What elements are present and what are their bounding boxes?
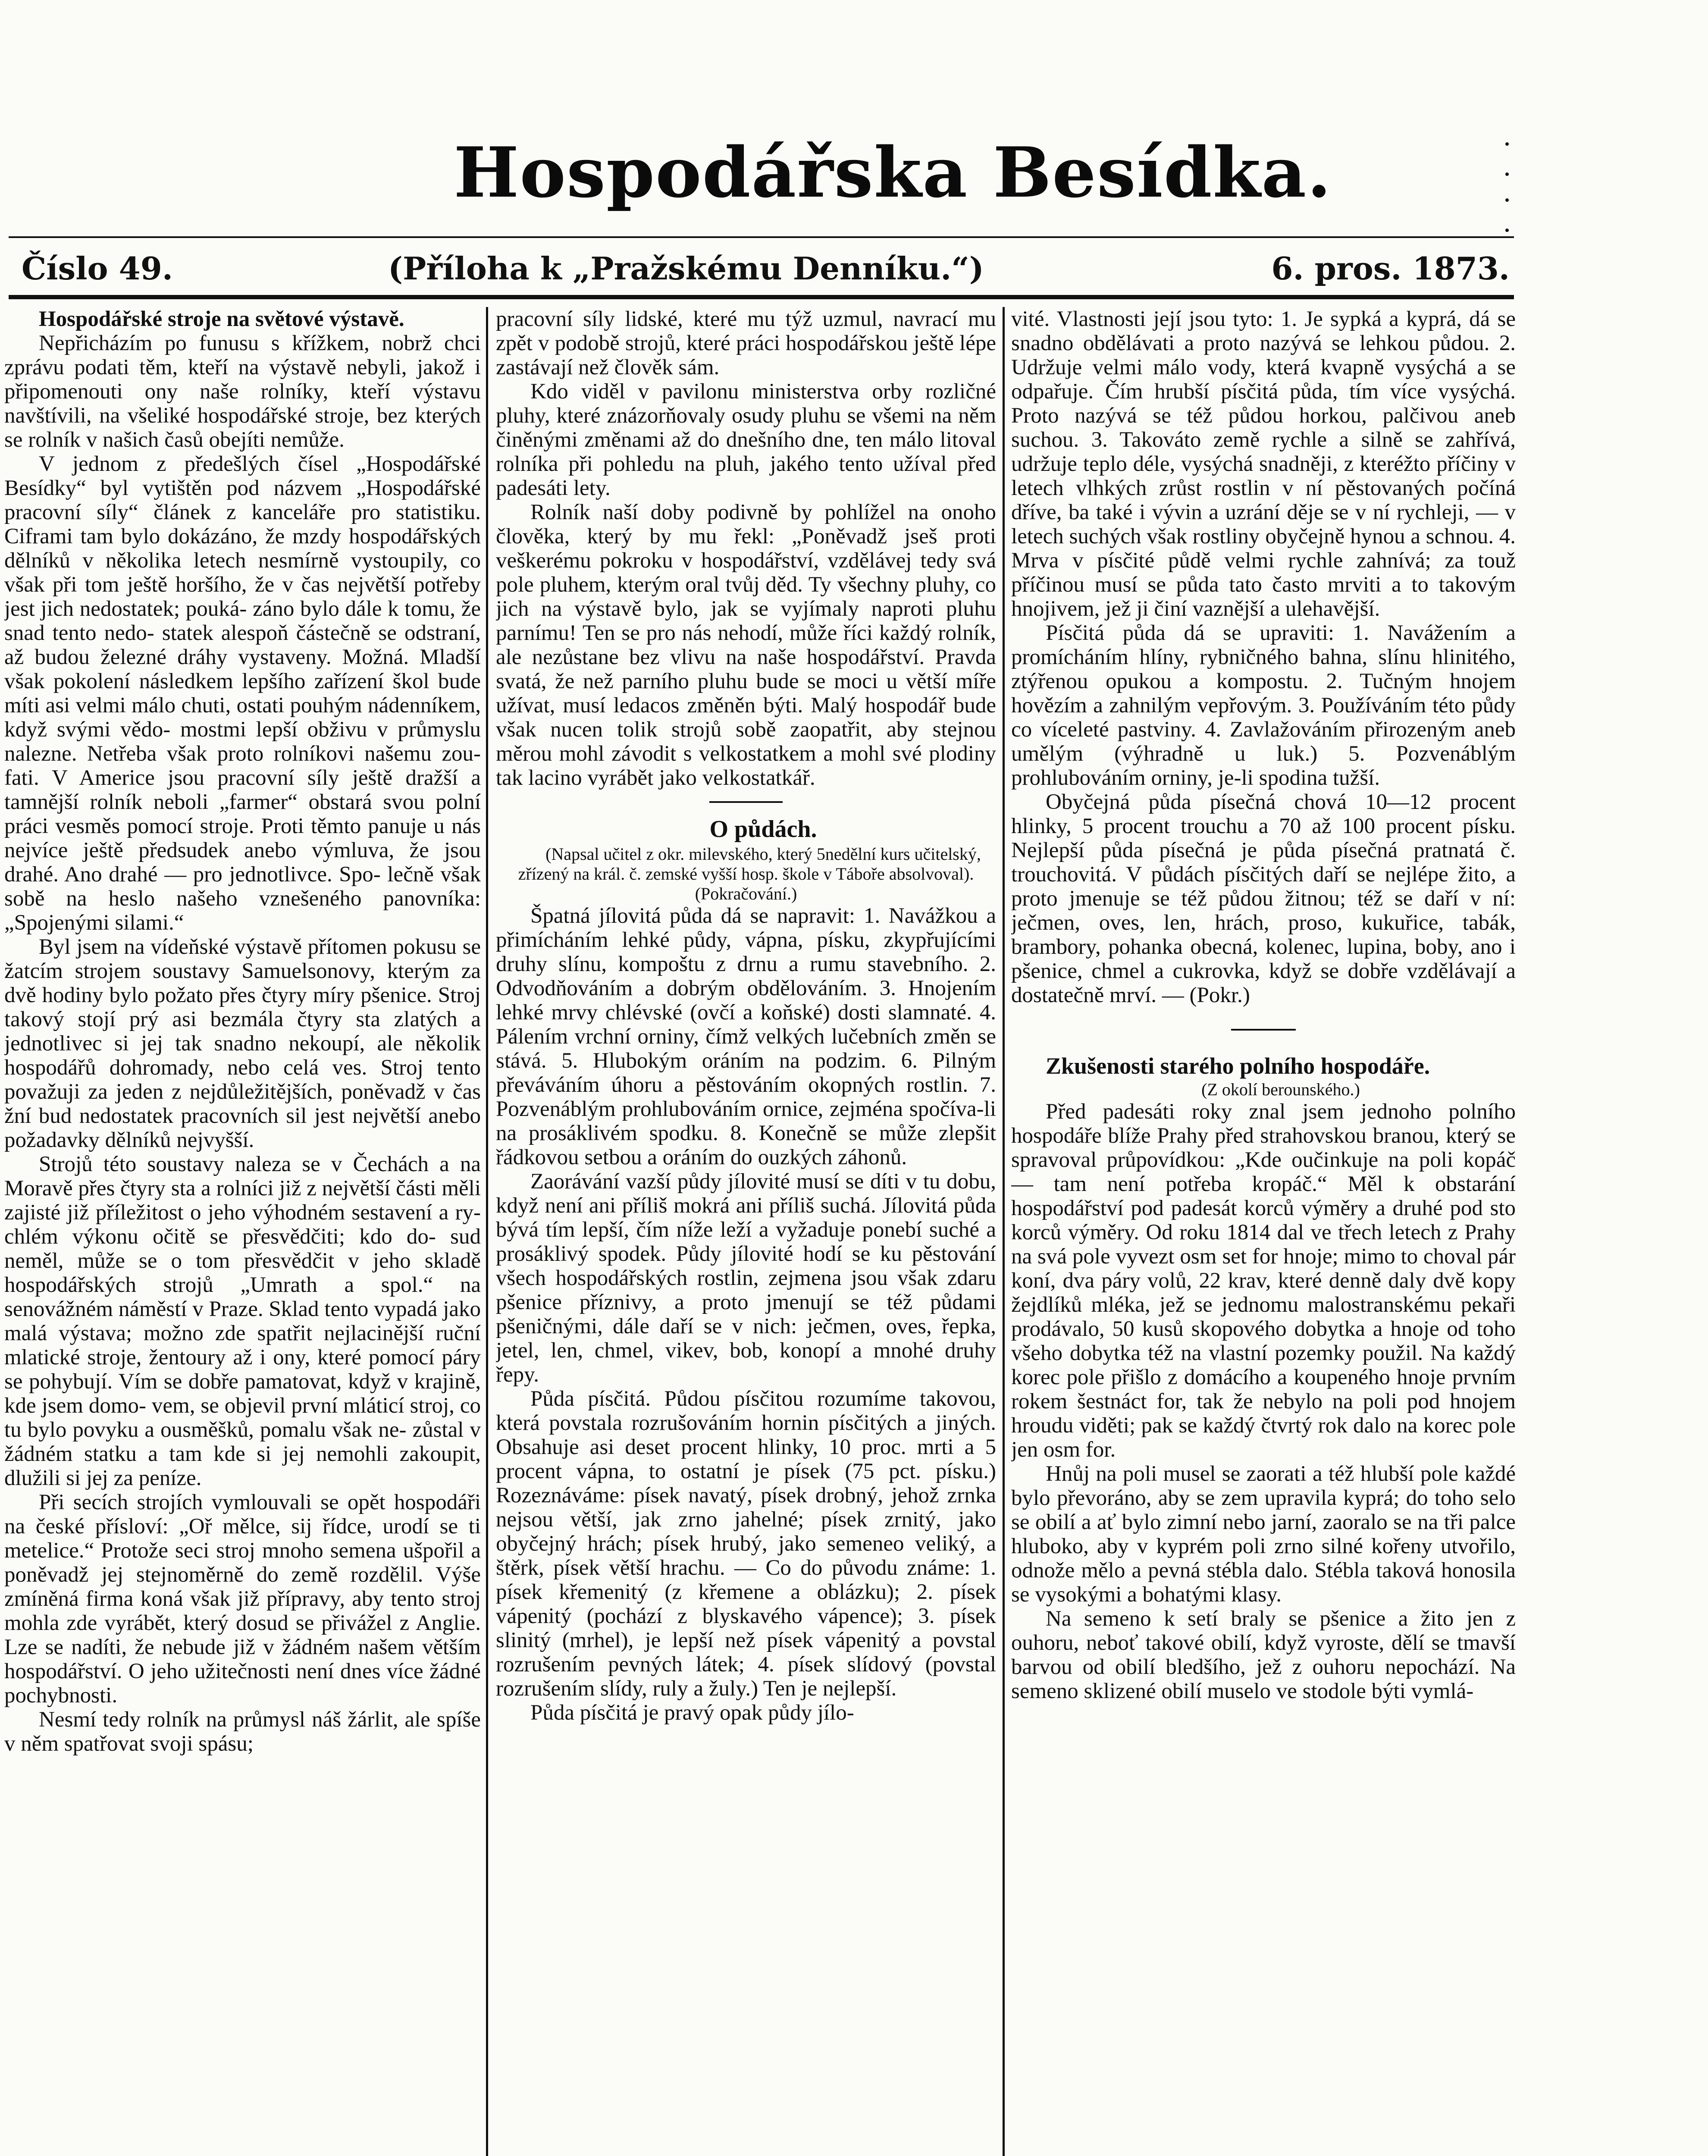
section-divider [1231, 1029, 1296, 1031]
dateline [9, 245, 1514, 292]
section-note: (Napsal učitel z okr. milevského, který 5nedělní kurs učitelský, zřízený na král. č. zemské vyšší hosp. škole v Táboře absolvoval). (Pokračování.) [518, 844, 981, 903]
paragraph: Kdo viděl v pavilonu ministerstva orby rozličné pluhy, které znázorňovaly osudy pluhu se všemi na něm činěnými změnami až do dnešního dne, ten málo litoval rolníka při pohledu na pluh, jakého tento užíval před padesáti lety. [496, 379, 996, 500]
paragraph: Zaorávání vazší půdy jílovité musí se díti v tu dobu, když není ani příliš mokrá ani příliš suchá. Jílovitá půda bývá tím lepší, čím níže leží a vyžaduje ponebí suché a prosáklivý spodek. Půdy jílovité hodí se ku pěstování všech hospodářských rostlin, zejmena jsou však zdaru pšenice příznivy, a proto jmenují se též půdami pšeničnými, dále daří se v nich: ječmen, oves, řepka, jetel, len, chmel, vikev, bob, konopí a mnohé druhy řepy. [496, 1169, 996, 1387]
supplement-note: (Příloha k „Pražskému Denníku.“) [388, 250, 984, 287]
masthead-title: Hospodářska Besídka. [454, 132, 1332, 213]
paragraph: Půda písčitá je pravý opak půdy jílo- [530, 1701, 854, 1725]
section-note: (Z okolí berounského.) [1201, 1080, 1360, 1099]
column-2 [496, 307, 996, 2156]
article-headline: Zkušenosti starého polního hospodáře. [1046, 1053, 1430, 1079]
column-divider [1003, 307, 1005, 2156]
paragraph: Nepřicházím po funusu s křížkem, nobrž chci zprávu podati těm, kteří na výstavě nebyli, jakož i připomenouti ony naše rolníky, kteří výstavu navštívili, na všeliké hospodářské stroje, bez kterých se rolník v našich časů obejíti nemůže. [4, 331, 481, 452]
paragraph: Před padesáti roky znal jsem jednoho polního hospodáře blíže Prahy před strahovskou branou, který se spravoval průpovídkou: „Kde oučinkuje na poli kopáč — tam není potřeba kropáč.“ Měl k obstarání hospodářství pod padesát korců výměry a druhé pod sto korců výměry. Od roku 1814 dal ve třech letech z Prahy na svá pole vyvezt osm set for hnoje; mimo to choval pár koní, dva páry volů, 22 krav, které denně daly dvě kopy žejdlíků mléka, jež se jednomu malostranskému pekaři prodávalo, 50 kusů skopového dobytka a hnoje od toho všeho dobytka též na vlastní pozemky použil. Na každý korec pole přišlo z domácího a koupeného hnoje prvním rokem šestnáct for, tak že nebylo na poli pod hnojem hroudu viděti; pak se každý čtvrtý rok dalo na korec pole jen osm for. [1011, 1100, 1516, 1462]
column-1 [4, 307, 481, 2156]
article-headline: Hospodářské stroje na světové výstavě. [39, 307, 404, 331]
paragraph: Na semeno k setí braly se pšenice a žito jen z ouhoru, neboť takové obilí, když vyroste, dělí se tmavší barvou od obilí bledšího, jež z ouhoru nepochází. Na semeno sklizené obilí muselo ve stodole býti vymlá- [1011, 1607, 1516, 1703]
issue-date: 6. pros. 1873. [1271, 250, 1510, 287]
column-divider [486, 307, 488, 2156]
header-rule-top [9, 236, 1514, 238]
paragraph: pracovní síly lidské, které mu týž uzmul, navrací mu zpět v podobě strojů, které práci hospodářskou ještě lépe zastávají než člověk sám. [496, 307, 996, 379]
header-rule-bottom [9, 295, 1514, 299]
masthead [0, 129, 1708, 229]
paragraph: Špatná jílovitá půda dá se napravit: 1. Navážkou a přimícháním lehké půdy, vápna, písku, zkypřujícími druhy slínu, kompoštu z drnu a rumu stavebního. 2. Odvodňováním a dobrým obdělováním. 3. Hnojením lehké mrvy chlévské (ovčí a koňské) dosti slamnaté. 4. Pálením vrchní orniny, čímž velkých lučebních změn se stává. 5. Hlubokým oráním na podzim. 6. Pilným převáváním úhoru a pěstováním okopných rostlin. 7. Pozvenáblým prohlubováním ornice, zejména spočíva-li na prosáklivém spodku. 8. Konečně se může zlepšit řádkovou setbou a oráním do ouzkých záhonů. [496, 904, 996, 1169]
paragraph: Rolník naší doby podivně by pohlížel na onoho člověka, který by mu řekl: „Poněvadž jseš proti veškerému pokroku v hospodářství, vzdělávej tedy svá pole pluhem, kterým oral tvůj děd. Ty všechny pluhy, co jich na výstavě bylo, jak se vyjímaly naproti pluhu parnímu! Ten se pro nás nehodí, může říci každý rolník, ale nezůstane bez vlivu na naše hospodářství. Pravda svatá, že než parního pluhu bude se moci u větší míře užívat, musí ledacos změněn býti. Malý hospodář bude však nucen tolik strojů sobě zaopatřit, aby stejnou měrou mohl závodit s velkostatkem a mohl své plodiny tak lacino vyrábět jako velkostatkář. [496, 500, 996, 790]
paragraph: Při secích strojích vymlouvali se opět hospodáři na české přísloví: „Oř mělce, sij řídce, urodí se ti metelice.“ Protože seci stroj mnoho semena ušpořil a poněvadž jej stejnoměrně do země rozdělil. Výše zmíněná firma koná však již přípravy, aby tento stroj mohla zde vyrábět, který dosud se přivážel z Anglie. Lze se nadíti, že nebude již v žádném našem větším hospodářství. O jeho užitečnosti není dnes více žádné pochybnosti. [4, 1490, 481, 1708]
column-3 [1011, 307, 1516, 2156]
section-divider [709, 801, 783, 803]
paragraph: Písčitá půda dá se upraviti: 1. Navážením a promícháním hlíny, rybničného bahna, slínu hlinitého, ztýřenou opukou a kompostu. 2. Tučným hnojem hovězím a zahnilým vepřovým. 3. Používáním této půdy co víceleté pastviny. 4. Zavlažováním přirozeným aneb umělým (výhradně u luk.) 5. Pozvenáblým prohlubováním orniny, je-li spodina tužší. [1011, 621, 1516, 790]
issue-number: Číslo 49. [22, 250, 173, 287]
section-title: O půdách. [709, 816, 817, 843]
paragraph: Hnůj na poli musel se zaorati a též hlubší pole každé bylo převoráno, aby se zem upravila kyprá; do toho selo se obilí a ať bylo zimní nebo jarní, zaoralo se na tři palce hluboko, aby v kyprém poli zrno silné kořeny utvořilo, odnože mělo a pevná stébla dalo. Stébla taková honosila se vysokými a bohatými klasy. [1011, 1462, 1516, 1607]
paragraph: vité. Vlastnosti její jsou tyto: 1. Je sypká a kyprá, dá se snadno obdělávati a proto nazývá se lehkou půdou. 2. Udržuje velmi málo vody, která kvapně vysýchá a se odpařuje. Čím hrubší písčitá půda, tím více vysýchá. Proto nazývá se též půdou horkou, palčivou aneb suchou. 3. Takováto země rychle a silně se zahřívá, udržuje teplo déle, vysýchá snadněji, z kteréžto příčiny v letech vlhkých zrůst rostlin v ní pěstovaných počíná dříve, ba také i vývin a uzrání děje se v ní rychleji, — v letech suchých však rostliny obyčejně hynou a schnou. 4. Mrva v písčité půdě velmi rychle zahnívá; za touž příčinou musí se půda tato často mrviti a to takovým hnojivem, jež ji činí vaznější a ulehavější. [1011, 307, 1516, 621]
paragraph: Strojů této soustavy naleza se v Čechách a na Moravě přes čtyry sta a rolníci již z největší části měli zajisté již příležitost o jeho výhodném sestavení a ry- chlém výkonu očitě se přesvědčiti; kdo do- sud neměl, může se o tom přesvědčit v jeho skladě hospodářských strojů „Umrath a spol.“ na senovážném náměstí v Praze. Sklad tento vypadá jako malá výstava; možno zde spatřit nejlacinější ruční mlatické stroje, žentoury až i ony, které pomocí páry se pohybují. Vím se dobře pamatovat, když v krajině, kde jsem domo- vem, se objevil první mláticí stroj, co tu bylo povyku a ousměšků, pomalu však ne- zůstal v žádném statku a tam kde si jej nemohli zakoupit, dlužili si jej za peníze. [4, 1152, 481, 1490]
paragraph: Byl jsem na vídeňské výstavě přítomen pokusu se žatcím strojem soustavy Samuelsonovy, kterým za dvě hodiny bylo požato přes čtyry míry pšenice. Stroj takový stojí prý asi bezmála čtyry sta zlatých a jednotlivec si jej tak snadno nekoupí, ale několik hospodářů dohromady, nebo celá ves. Stroj tento považuji za jeden z nejdůležitějších, poněvadž v čas žní bud nedostatek pracovních sil jest největší anebo požadavky dělníků nejvyšší. [4, 935, 481, 1152]
paragraph: Nesmí tedy rolník na průmysl náš žárlit, ale spíše v něm spatřovat svoji spásu; [4, 1708, 481, 1756]
paragraph: Obyčejná půda písečná chová 10—12 procent hlinky, 5 procent trouchu a 70 až 100 procent písku. Nejlepší půda písečná je půda písečná pratnatá č. trouchovitá. V půdách písčitých daří se nejlépe žito, a proto jmenuje se též půdou žitnou; též se daří v ní: ječmen, oves, len, hrách, proso, kukuřice, tabák, brambory, pohanka obecná, kolenec, lupina, boby, ano i pšenice, chmel a cukrovka, když se dobře vzdělávají a dostatečně mrví. — (Pokr.) [1011, 790, 1516, 1007]
paragraph: Půda písčitá. Půdou písčitou rozumíme takovou, která povstala rozrušováním hornin písčitých a jiných. Obsahuje asi deset procent hlinky, 10 proc. mrti a 5 procent vápna, to ostatní je písek (75 pct. písku.) Rozeznáváme: písek navatý, písek drobný, jehož zrnka nejsou větší, jak zrno jahelné; písek zrnitý, jako obyčejný hrách; písek hrubý, jako semeneo veliký, a štěrk, písek větší hrachu. — Co do původu známe: 1. písek křemenitý (z křemene a oblázku); 2. písek vápenitý (pochází z blyskavého vápence); 3. písek slinitý (mrhel), je lepší než písek vápenitý a povstal rozrušením pevných látek; 4. písek slídový (povstal rozrušením slídy, ruly a žuly.) Ten je nejlepší. [496, 1387, 996, 1701]
paragraph: V jednom z předešlých čísel „Hospodářské Besídky“ byl vytištěn pod názvem „Hospodářské pracovní síly“ článek z kanceláře pro statistiku. Ciframi tam bylo dokázáno, že mzdy hospodářských dělníků v několika letech nesmírně vystoupily, co však při tom ještě horšího, že v čas největší potřeby jest jich nedostatek; pouká- záno bylo dále k tomu, že snad tento nedo- statek alespoň částečně se odstraní, až budou železné dráhy vystaveny. Možná. Mladší však pokolení následkem lepšího zařízení škol bude míti asi velmi málo chuti, ostati pouhým nádenníkem, když svými vědo- mostmi lepší obživu v průmyslu nalezne. Netřeba však proto rolníkovi našemu zou- fati. V Americe jsou pracovní síly ještě dražší a tamnější rolník neboli „farmer“ obstará svou polní práci vesměs pomocí stroje. Proti těmto panuje u nás nejvíce ještě předsudek anebo výmluva, že jsou drahé. Ano drahé — pro jednotlivce. Spo- lečně však sobě na heslo našeho vznešeného panovníka: „Spojenými silami.“ [4, 452, 481, 935]
